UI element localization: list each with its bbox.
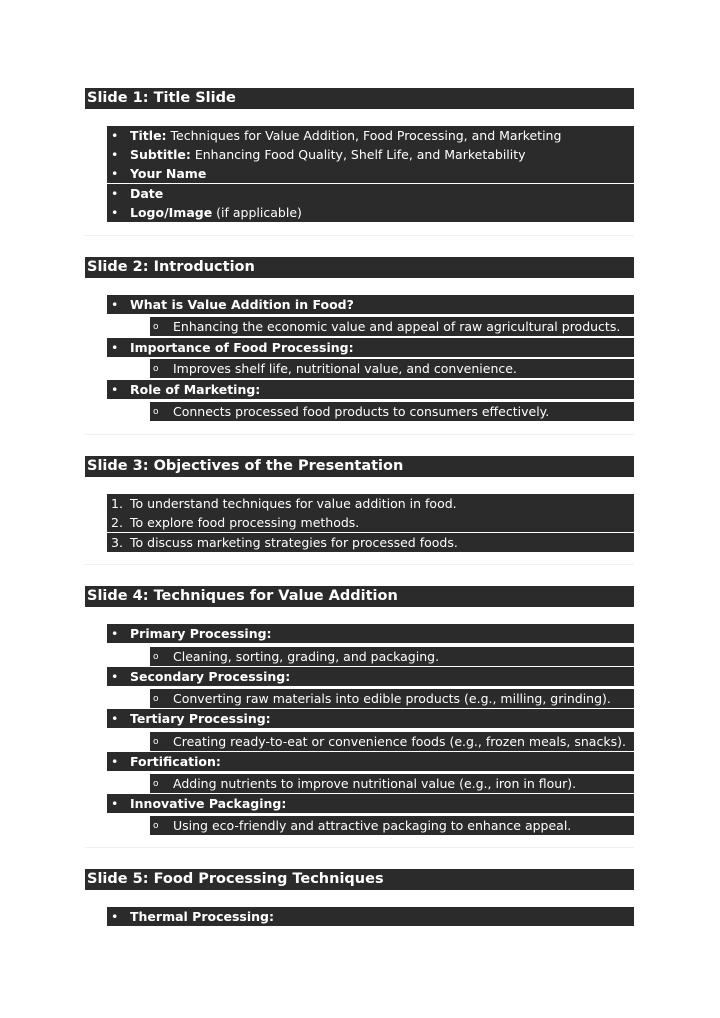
slide4-subitem (150, 774, 634, 793)
slide1-item-date (107, 184, 634, 203)
slide2-item (107, 295, 634, 314)
bullet-icon: • (111, 340, 119, 355)
slide4-subitem (150, 732, 634, 751)
slide3-heading: Slide 3: Objectives of the Presentation (85, 456, 634, 477)
bullet-icon: • (111, 711, 119, 726)
circle-bullet-icon: o (153, 364, 159, 374)
slide1-item-title (107, 126, 634, 145)
slide1-item-name (107, 164, 634, 183)
section-divider (85, 564, 634, 565)
slide4-subitem (150, 689, 634, 708)
number-label: 1. (111, 496, 123, 511)
item-label: Your Name (130, 166, 207, 181)
subitem-text: Enhancing the economic value and appeal of raw agricultural products. (173, 319, 621, 334)
slide3-objective (107, 513, 634, 532)
circle-bullet-icon: o (153, 821, 159, 831)
subitem-text: Creating ready-to-eat or convenience foods (e.g., frozen meals, snacks). (173, 734, 626, 749)
objective-text: To explore food processing methods. (130, 515, 360, 530)
item-label: Secondary Processing: (130, 669, 291, 684)
slide4-heading: Slide 4: Techniques for Value Addition (85, 586, 634, 607)
bullet-icon: • (111, 297, 119, 312)
slide4-subitem (150, 816, 634, 835)
slide4-subitem (150, 647, 634, 666)
circle-bullet-icon: o (153, 737, 159, 747)
slide2-heading: Slide 2: Introduction (85, 257, 634, 278)
subitem-text: Connects processed food products to consumers effectively. (173, 404, 550, 419)
item-label: Logo/Image (130, 205, 213, 220)
bullet-icon: • (111, 186, 119, 201)
slide2-item (107, 338, 634, 357)
item-label: Title: (130, 128, 167, 143)
bullet-icon: • (111, 626, 119, 641)
number-label: 2. (111, 515, 123, 530)
slide1-heading: Slide 1: Title Slide (85, 88, 634, 109)
item-label: What is Value Addition in Food? (130, 297, 354, 312)
slide3-objective (107, 533, 634, 552)
subitem-text: Using eco-friendly and attractive packaging to enhance appeal. (173, 818, 572, 833)
objective-text: To discuss marketing strategies for processed foods. (130, 535, 458, 550)
objective-text: To understand techniques for value addition in food. (130, 496, 457, 511)
item-text: Techniques for Value Addition, Food Processing, and Marketing (166, 128, 562, 143)
slide4-item (107, 794, 634, 813)
number-label: 3. (111, 535, 123, 550)
bullet-icon: • (111, 796, 119, 811)
slide2-item (107, 380, 634, 399)
slide4-item (107, 624, 634, 643)
bullet-icon: • (111, 909, 119, 924)
circle-bullet-icon: o (153, 779, 159, 789)
subitem-text: Adding nutrients to improve nutritional value (e.g., iron in flour). (173, 776, 577, 791)
circle-bullet-icon: o (153, 652, 159, 662)
item-label: Date (130, 186, 164, 201)
slide4-item (107, 709, 634, 728)
item-label: Fortification: (130, 754, 221, 769)
bullet-icon: • (111, 166, 119, 181)
item-label: Innovative Packaging: (130, 796, 287, 811)
circle-bullet-icon: o (153, 322, 159, 332)
item-label: Importance of Food Processing: (130, 340, 354, 355)
slide4-item (107, 667, 634, 686)
item-text: (if applicable) (212, 205, 302, 220)
bullet-icon: • (111, 382, 119, 397)
subitem-text: Improves shelf life, nutritional value, and convenience. (173, 361, 517, 376)
section-divider (85, 434, 634, 435)
section-divider (85, 235, 634, 236)
slide5-item (107, 907, 634, 926)
item-label: Primary Processing: (130, 626, 272, 641)
slide5-heading: Slide 5: Food Processing Techniques (85, 869, 634, 890)
section-divider (85, 847, 634, 848)
slide1-item-subtitle (107, 145, 634, 164)
bullet-icon: • (111, 205, 119, 220)
bullet-icon: • (111, 754, 119, 769)
item-label: Role of Marketing: (130, 382, 261, 397)
circle-bullet-icon: o (153, 694, 159, 704)
slide3-objective (107, 494, 634, 513)
item-label: Subtitle: (130, 147, 191, 162)
slide2-subitem (150, 402, 634, 421)
slide2-subitem (150, 359, 634, 378)
item-label: Thermal Processing: (130, 909, 274, 924)
bullet-icon: • (111, 147, 119, 162)
circle-bullet-icon: o (153, 407, 159, 417)
subitem-text: Converting raw materials into edible products (e.g., milling, grinding). (173, 691, 611, 706)
item-label: Tertiary Processing: (130, 711, 271, 726)
bullet-icon: • (111, 128, 119, 143)
slide1-item-logo (107, 203, 634, 222)
item-text: Enhancing Food Quality, Shelf Life, and Marketability (190, 147, 526, 162)
slide2-subitem (150, 317, 634, 336)
slide4-item (107, 752, 634, 771)
subitem-text: Cleaning, sorting, grading, and packaging. (173, 649, 440, 664)
bullet-icon: • (111, 669, 119, 684)
